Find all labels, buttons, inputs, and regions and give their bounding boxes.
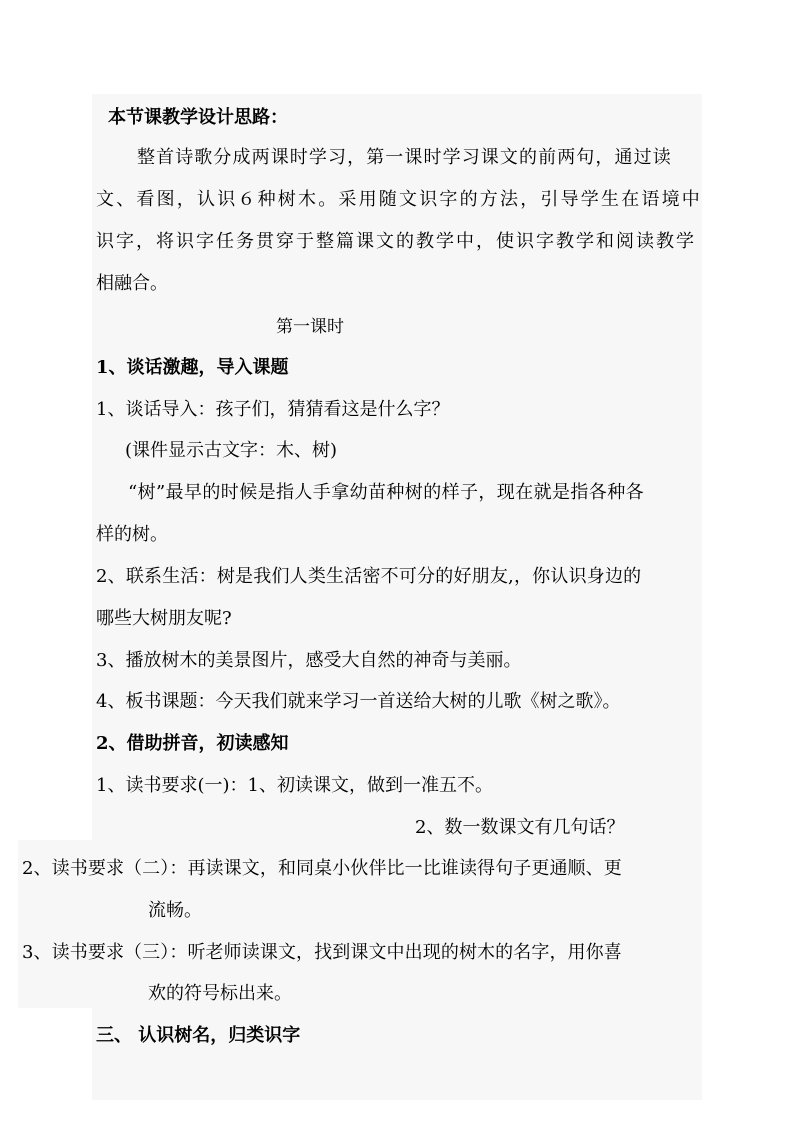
section1-item3: 3、播放树木的美景图片，感受大自然的神奇与美丽。 — [96, 650, 522, 671]
design-heading: 本节课教学设计思路： — [108, 107, 288, 128]
section2-req2-line-2: 流畅。 — [148, 900, 202, 921]
section1-heading: 1、谈话激趣，导入课题 — [96, 357, 289, 378]
design-para-line-4: 相融合。 — [96, 273, 168, 294]
section2-req2-line-1: 2、读书要求（二）：再读课文，和同桌小伙伴比一比谁读得句子更通顺、更 — [22, 858, 622, 879]
design-para-line-1: 整首诗歌分成两课时学习，第一课时学习课文的前两句，通过读 — [137, 147, 672, 168]
section2-req1: 1、读书要求(一)：1、初读课文，做到一准五不。 — [96, 775, 493, 796]
section1-para-line-1: “树”最早的时候是指人手拿幼苗种树的样子，现在就是指各种各 — [128, 482, 645, 503]
section2-req3-line-2: 欢的符号标出来。 — [148, 983, 292, 1004]
section1-para-line-2: 样的树。 — [96, 524, 168, 545]
design-para-line-3: 识字，将识字任务贯穿于整篇课文的教学中，使识字教学和阅读教学 — [96, 231, 696, 252]
section2-heading: 2、借助拼音，初读感知 — [96, 733, 289, 754]
section3-heading: 三、 认识树名，归类识字 — [96, 1025, 301, 1046]
section1-item4: 4、板书课题：今天我们就来学习一首送给大树的儿歌《树之歌》。 — [96, 691, 621, 712]
section1-item1-note: (课件显示古文字：木、树) — [125, 440, 338, 461]
section1-item1: 1、谈话导入：孩子们，猜猜看这是什么字？ — [96, 399, 450, 420]
section1-item2-line-2: 哪些大树朋友呢? — [96, 608, 232, 629]
lesson-title: 第一课时 — [276, 317, 344, 337]
design-para-line-2: 文、看图，认识６种树木。采用随文识字的方法，引导学生在语境中 — [96, 189, 702, 210]
section1-item2-line-1: 2、联系生活：树是我们人类生活密不可分的好朋友,，你认识身边的 — [96, 566, 642, 587]
section2-req1-part2: 2、数一数课文有几句话？ — [415, 817, 625, 838]
section2-req3-line-1: 3、读书要求（三）：听老师读课文，找到课文中出现的树木的名字，用你喜 — [22, 942, 622, 963]
